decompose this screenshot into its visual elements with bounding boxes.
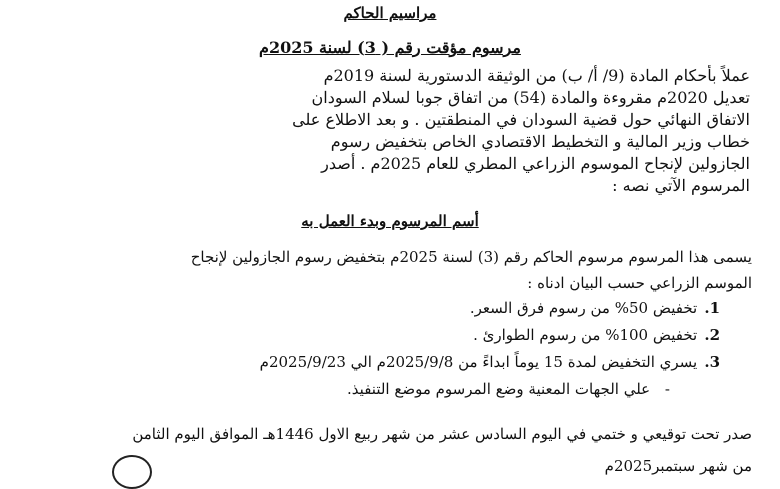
implementation-text: علي الجهات المعنية وضع المرسوم موضع التنفيذ. <box>347 380 651 398</box>
naming-line: يسمى هذا المرسوم مرسوم الحاكم رقم (3) لسنة 2025م بتخفيض رسوم الجازولين لإنجاح <box>190 248 752 266</box>
preamble-line: خطاب وزير المالية و التخطيط الاقتصادي الخاص بتخفيض رسوم <box>330 132 750 151</box>
preamble-line: الجازولين لإنجاح الموسوم الزراعي المطري للعام 2025م . أصدر <box>321 154 750 173</box>
implementation-note <box>347 380 670 398</box>
item-number: 1. <box>704 299 720 317</box>
item-text: تخفيض 50% من رسوم فرق السعر. <box>469 299 698 317</box>
dash-bullet: - <box>664 380 670 398</box>
item-number: 3. <box>704 353 720 371</box>
item-text: يسري التخفيض لمدة 15 يوماً ابداءً من 2025/9/8م الي 2025/9/23م <box>259 353 698 371</box>
decree-items-list <box>60 295 720 376</box>
closing-line: صدر تحت توقيعي و ختمي في اليوم السادس عشر من شهر ربيع الاول 1446هـ الموافق اليوم الثامن <box>132 425 752 443</box>
signature-mark <box>112 455 152 489</box>
closing-line: من شهر سبتمبر2025م <box>604 457 752 475</box>
section-heading: أسم المرسوم وبدء العمل به <box>301 212 479 230</box>
preamble-line: الاتفاق النهائي حول قضية السودان في المنطقتين . و بعد الاطلاع على <box>292 110 750 129</box>
preamble-line: تعديل 2020م مقروءة والمادة (54) من اتفاق جوبا لسلام السودان <box>311 88 750 107</box>
naming-paragraph <box>28 244 752 296</box>
naming-line: الموسم الزراعي حسب البيان ادناه : <box>527 274 752 292</box>
preamble-paragraph <box>30 65 750 197</box>
list-item <box>60 322 720 349</box>
decree-title: مرسوم مؤقت رقم ( 3) لسنة 2025م <box>259 38 521 57</box>
item-number: 2. <box>704 326 720 344</box>
document-header: مراسيم الحاكم <box>343 4 437 22</box>
item-text: تخفيض 100% من رسوم الطوارئ . <box>473 326 698 344</box>
list-item <box>60 295 720 322</box>
preamble-line: المرسوم الآتي نصه : <box>612 176 750 195</box>
list-item <box>60 349 720 376</box>
preamble-line: عملاً بأحكام المادة (9/ أ/ ب) من الوثيقة الدستورية لسنة 2019م <box>323 66 750 85</box>
